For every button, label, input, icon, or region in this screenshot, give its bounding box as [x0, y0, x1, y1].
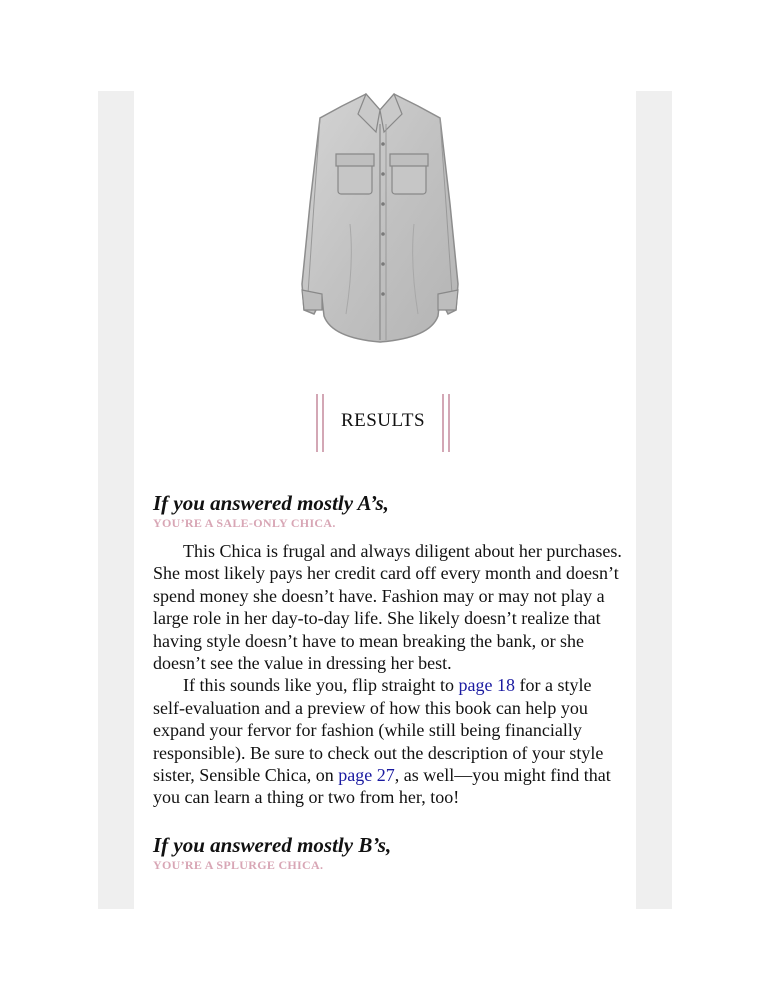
section-paragraph: This Chica is frugal and always diligent about her purchases. She most likely pays her credit card off every month and doesn’t spend money she doesn’t have. Fashion may or may not play a large role in her day-to-day life. She likely doesn’t realize that having style doesn’t have to mean breaking the bank, or she doesn’t see the value in dressing her best. — [153, 541, 622, 674]
section-paragraph — [153, 674, 623, 808]
section-heading: If you answered mostly A’s, — [153, 491, 389, 515]
paragraph-text: If this sounds like you, flip straight to — [183, 675, 459, 696]
page-18-link[interactable]: page 18 — [458, 675, 515, 696]
section-subheading: YOU’RE A SALE-ONLY CHICA. — [153, 516, 336, 530]
result-section-a — [153, 490, 623, 809]
right-margin-band — [636, 91, 672, 909]
left-margin-band — [98, 91, 134, 909]
paragraph-text: , as well—you might find that you can learn a thing or two from her, too! — [153, 765, 611, 808]
pink-bar-right-inner — [442, 394, 444, 452]
result-section-b — [153, 832, 623, 872]
results-label: RESULTS — [340, 410, 426, 431]
page-27-link[interactable]: page 27 — [338, 765, 395, 786]
results-content — [153, 490, 623, 882]
pink-bar-right-outer — [448, 394, 450, 452]
shirt-illustration-icon — [280, 84, 480, 350]
section-heading: If you answered mostly B’s, — [153, 832, 392, 857]
paragraph-text: for a style self-evaluation and a preview of how this book can help you expand your fervor for fashion (while still being financially responsible). Be sure to check out the description of your style sister, Sensible Chica, on — [153, 675, 604, 786]
section-subheading: YOU’RE A SPLURGE CHICA. — [153, 857, 324, 872]
results-divider — [316, 394, 450, 452]
